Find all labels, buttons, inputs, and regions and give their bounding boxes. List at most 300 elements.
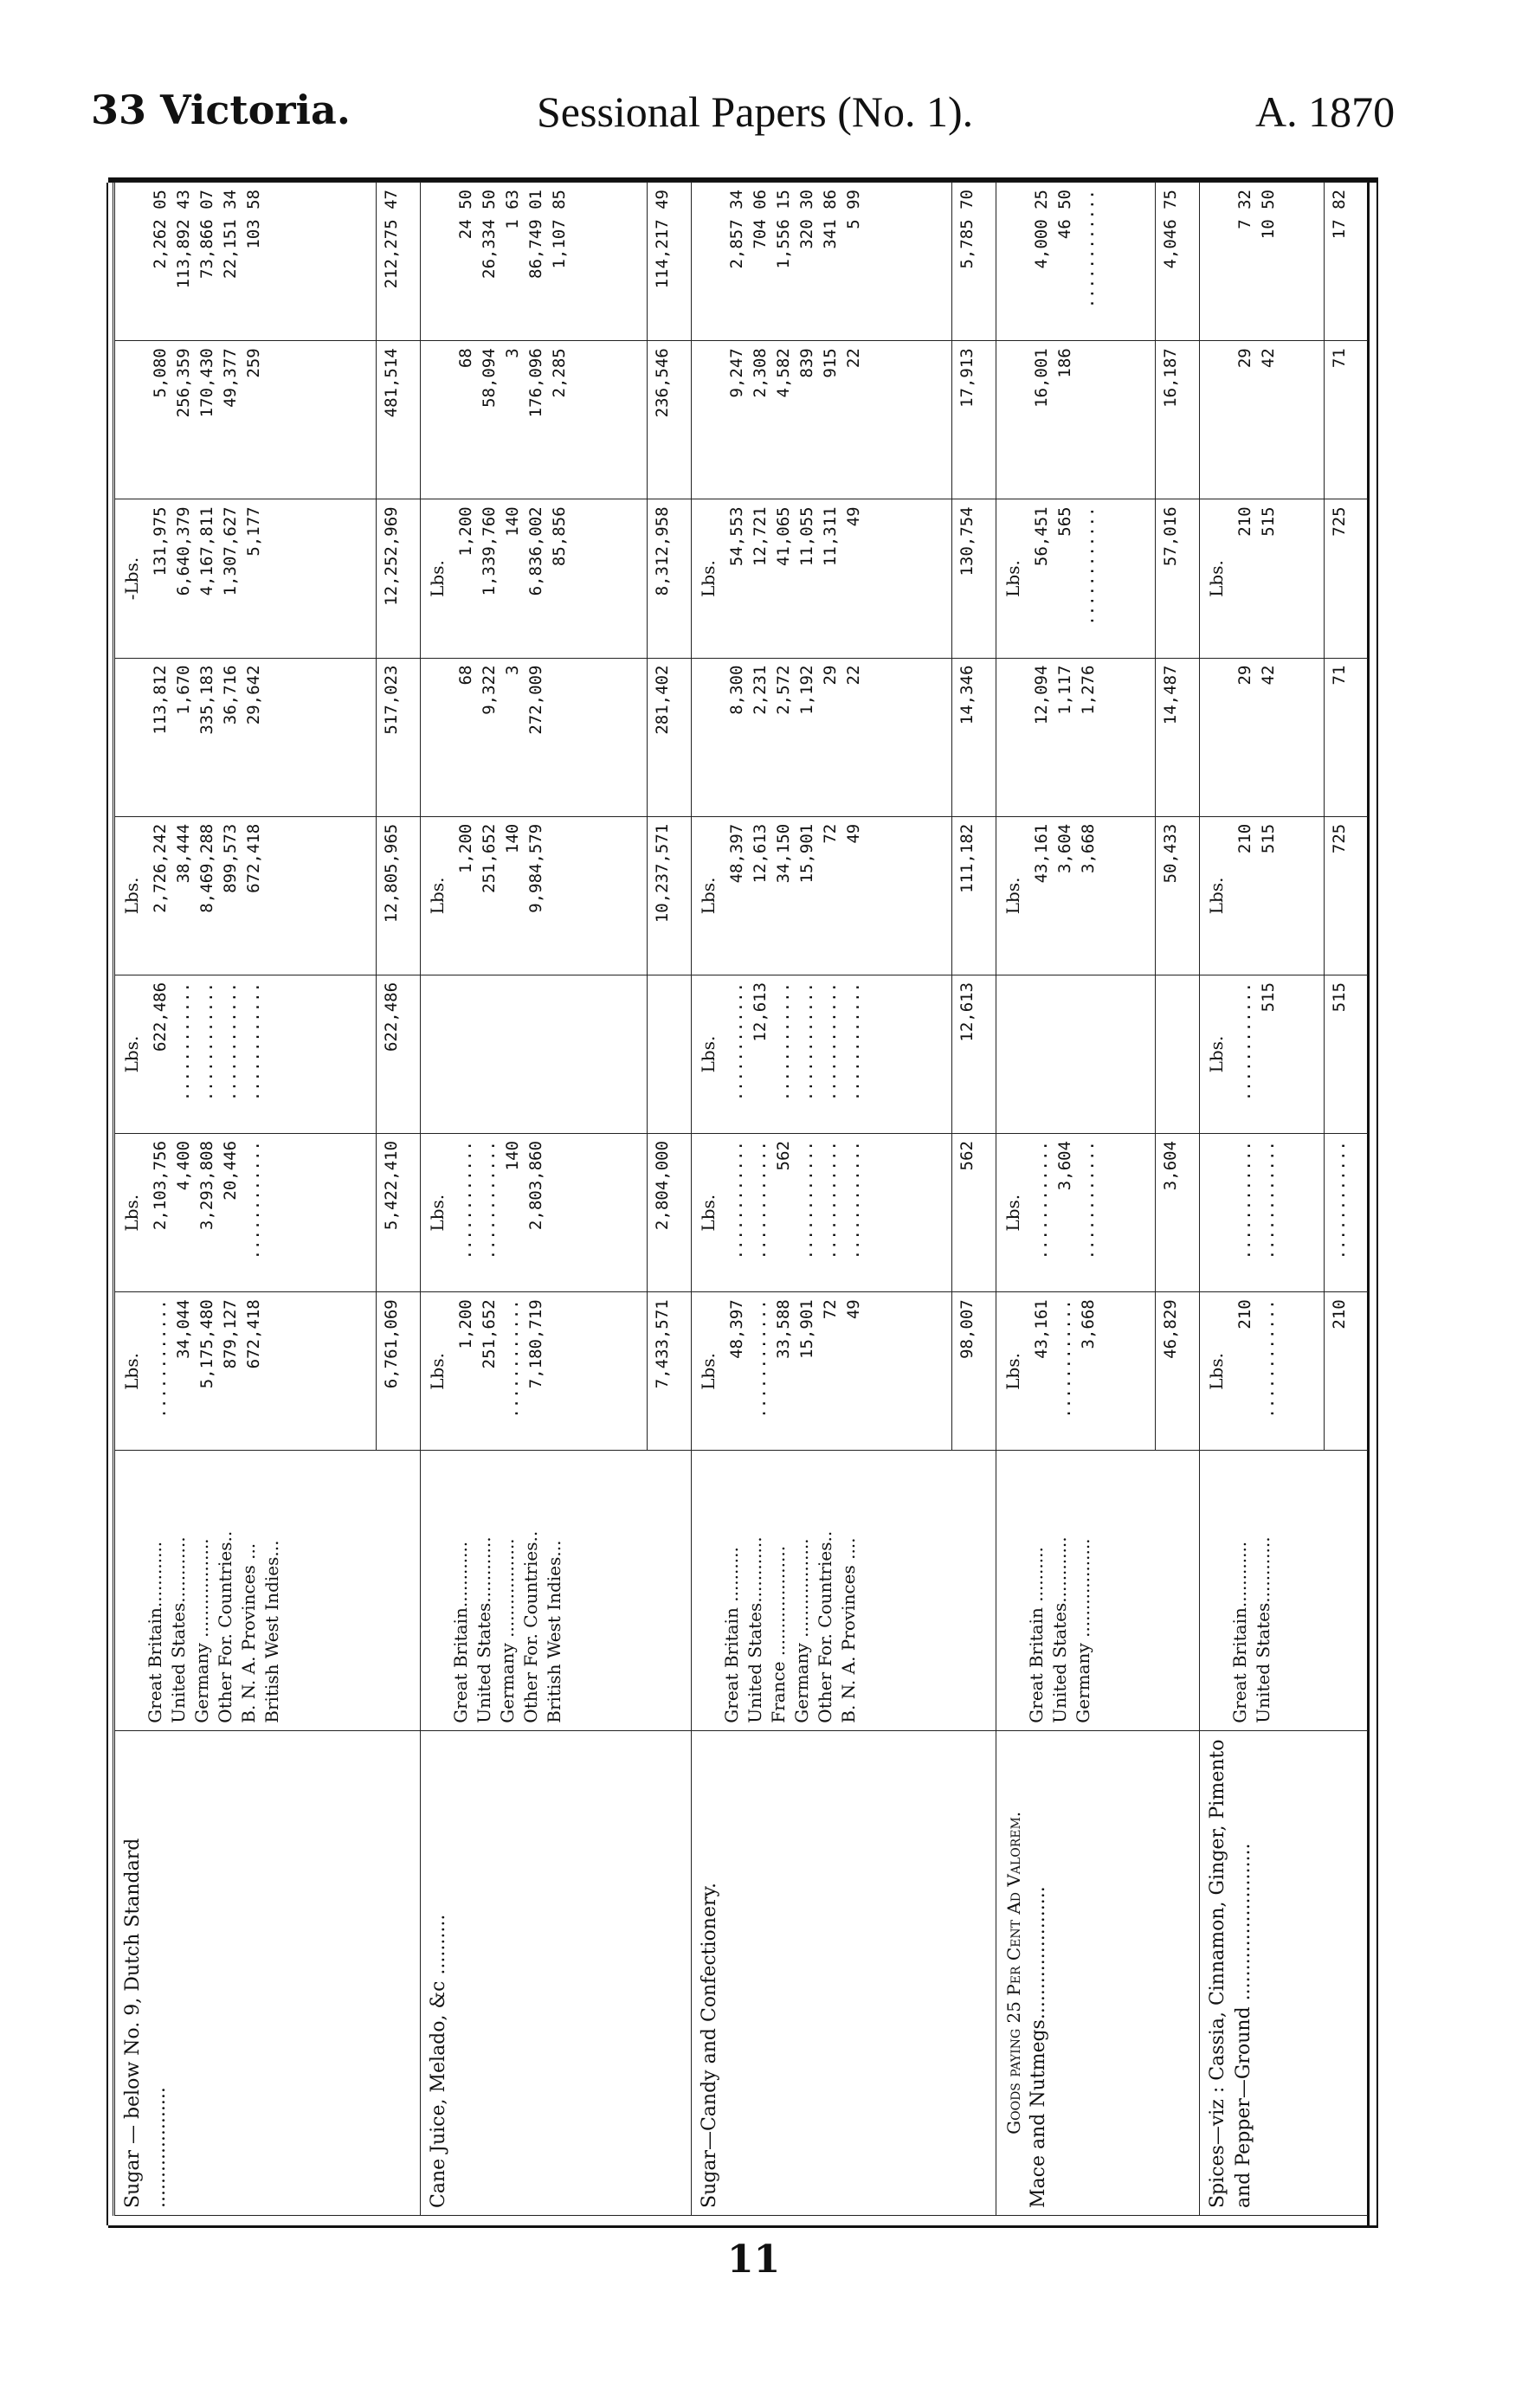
table-value: 11,055 — [796, 506, 816, 567]
total-value: 515 — [1325, 975, 1368, 1133]
table-value: 341 86 — [820, 190, 840, 249]
table-value: 2,572 — [773, 665, 793, 715]
unit-label — [697, 348, 720, 492]
table-value: 899,573 — [221, 823, 240, 893]
unit-label: Lbs. — [1002, 560, 1023, 597]
country-name: France .................... — [767, 1545, 789, 1723]
value-cell — [691, 183, 951, 341]
country-cell — [691, 1451, 951, 1730]
running-head-left: 33 Victoria. — [91, 87, 351, 133]
table-value: ............ — [479, 1141, 499, 1260]
table-value: ............ — [726, 1141, 746, 1260]
total-value: 236,546 — [647, 341, 691, 499]
empty-cell — [1325, 1451, 1368, 1730]
unit-label: Lbs. — [1002, 1194, 1023, 1232]
value-cell — [996, 183, 1155, 341]
table-value: 1,117 — [1054, 665, 1074, 715]
table-value: 515 — [1258, 506, 1278, 537]
country-name: Other For. Countries.. — [814, 1530, 835, 1723]
table-value: 3,604 — [1054, 1141, 1074, 1191]
unit-label: Lbs. — [426, 877, 448, 915]
table-value: 43,161 — [1031, 823, 1051, 884]
country-name: Germany .................. — [191, 1538, 212, 1723]
total-value: ............ — [1325, 1134, 1368, 1292]
table-value — [266, 506, 289, 650]
article-cell — [1199, 1730, 1325, 2215]
table-value: 176,096 — [525, 348, 545, 418]
article-cell — [114, 1730, 377, 2215]
total-value: 5,422,410 — [376, 1134, 420, 1292]
unit-label: Lbs. — [426, 1194, 448, 1232]
table-value: 515 — [1258, 823, 1278, 854]
table-value: 1,307,627 — [221, 506, 240, 596]
unit-label: Lbs. — [1002, 1353, 1023, 1390]
table-value: 5,175,480 — [197, 1299, 216, 1389]
table-value: 49 — [843, 823, 863, 844]
country-name: Germany .................. — [1072, 1538, 1093, 1723]
table-value: 36,716 — [221, 665, 240, 725]
section-row — [996, 183, 1155, 2216]
table-value: 2,726,242 — [151, 823, 170, 913]
country-name: United States............ — [168, 1536, 189, 1723]
table-value — [266, 982, 289, 1126]
unit-label — [1205, 190, 1228, 333]
unit-label: Lbs. — [697, 1035, 719, 1073]
value-cell — [420, 341, 647, 499]
unit-label: Lbs. — [1002, 877, 1023, 915]
table-value: 3 — [502, 348, 522, 358]
table-value: 1,200 — [455, 823, 475, 873]
value-cell — [114, 499, 377, 658]
unit-label — [1002, 348, 1025, 492]
table-body — [114, 183, 1369, 2216]
table-value: 622,486 — [151, 982, 170, 1053]
table-value: 72 — [820, 823, 840, 844]
table-value: 2,262 05 — [151, 190, 170, 269]
value-cell — [420, 816, 647, 975]
table-value: 6,640,379 — [174, 506, 193, 596]
country-name: Great Britain .......... — [720, 1547, 742, 1723]
table-value: 251,652 — [479, 1299, 499, 1369]
table-value: ............ — [151, 1299, 170, 1419]
country-name: Other For. Countries.. — [215, 1530, 235, 1723]
empty-cell — [647, 1451, 691, 1730]
table-value: 259 — [244, 348, 263, 378]
table-value: 49 — [843, 1299, 863, 1320]
unit-label: Lbs. — [121, 1035, 142, 1073]
table-value: 26,334 50 — [479, 190, 499, 279]
unit-label — [120, 190, 144, 333]
table-value — [266, 1141, 289, 1284]
table-value: 24 50 — [455, 190, 475, 240]
table-value: 72 — [820, 1299, 840, 1320]
table-value: ............ — [221, 982, 240, 1102]
table-value: 20,446 — [221, 1141, 240, 1201]
empty-cell — [1155, 1730, 1199, 2215]
unit-label: Lbs. — [697, 560, 719, 597]
total-value: 14,487 — [1155, 658, 1199, 816]
table-value: 1,107 85 — [549, 190, 569, 269]
value-cell — [1199, 1134, 1325, 1292]
table-value: 29 — [1235, 348, 1254, 369]
table-value: 256,359 — [174, 348, 193, 418]
table-value — [266, 348, 289, 492]
country-name: Great Britain .......... — [1025, 1547, 1047, 1723]
table-value: 85,856 — [549, 506, 569, 567]
page-number: 11 — [727, 2237, 781, 2282]
total-value: 111,182 — [952, 816, 996, 975]
running-head-right: A. 1870 — [1255, 87, 1396, 136]
unit-label — [1205, 1141, 1228, 1284]
table-value: 2,231 — [750, 665, 770, 715]
total-value: 517,023 — [376, 658, 420, 816]
value-cell — [420, 1292, 647, 1451]
table-value: 140 — [502, 823, 522, 854]
total-value: 2,804,000 — [647, 1134, 691, 1292]
section-row — [691, 183, 951, 2216]
value-cell — [691, 1292, 951, 1451]
total-row — [1325, 183, 1368, 2216]
section-heading: Goods paying 25 Per Cent Ad Valorem. — [1002, 1811, 1024, 2134]
import-statistics-table — [113, 182, 1368, 2216]
total-value: 8,312,958 — [647, 499, 691, 658]
table-value: 29,642 — [244, 665, 263, 725]
table-value: 9,322 — [479, 665, 499, 715]
country-name: Other For. Countries.. — [519, 1530, 541, 1723]
table-value: 3,668 — [1078, 823, 1098, 873]
table-value: ............ — [796, 982, 816, 1102]
table-value: 68 — [455, 348, 475, 369]
table-value: 56,451 — [1031, 506, 1051, 567]
article-name: Sugar — below No. 9, Dutch Standard .................... — [122, 1838, 170, 2208]
table-value: 43,161 — [1031, 1299, 1051, 1359]
table-value: 10 50 — [1258, 190, 1278, 240]
total-value: 725 — [1325, 499, 1368, 658]
table-value: 565 — [1054, 506, 1074, 537]
table-value: ............ — [773, 982, 793, 1102]
unit-label — [1002, 982, 1025, 1126]
unit-label: Lbs. — [697, 1194, 719, 1232]
table-value: 2,103,756 — [151, 1141, 170, 1231]
table-value: 5,177 — [244, 506, 263, 557]
country-name: Germany .................. — [496, 1538, 518, 1723]
table-value: 2,857 34 — [726, 190, 746, 269]
table-value: 2,285 — [549, 348, 569, 398]
table-value: ............ — [1078, 506, 1098, 626]
country-name: Great Britain............ — [145, 1541, 165, 1723]
unit-label: Lbs. — [1205, 877, 1227, 915]
table-value: 1,276 — [1078, 665, 1098, 715]
value-cell — [996, 1134, 1155, 1292]
table-value: 1,556 15 — [773, 190, 793, 269]
value-cell — [420, 183, 647, 341]
table-value: 41,065 — [773, 506, 793, 567]
table-value: 58,094 — [479, 348, 499, 408]
table-value: 12,613 — [750, 823, 770, 884]
total-row — [376, 183, 420, 2216]
table-value: 1,192 — [796, 665, 816, 715]
empty-cell — [376, 1730, 420, 2215]
value-cell — [996, 1292, 1155, 1451]
table-value: 3,293,808 — [197, 1141, 216, 1231]
table-value: 16,001 — [1031, 348, 1051, 408]
empty-cell — [1155, 1451, 1199, 1730]
table-value: ............ — [1235, 1141, 1254, 1260]
table-value: 131,975 — [151, 506, 170, 576]
table-value: 1 63 — [502, 190, 522, 229]
table-value: 4,582 — [773, 348, 793, 398]
table-value — [478, 982, 501, 1126]
total-value: 281,402 — [647, 658, 691, 816]
unit-label — [426, 348, 449, 492]
table-value: ............ — [820, 982, 840, 1102]
country-cell — [996, 1451, 1155, 1730]
table-value — [1030, 982, 1054, 1126]
unit-label: Lbs. — [426, 1353, 448, 1390]
value-cell — [420, 499, 647, 658]
unit-label — [426, 190, 449, 333]
unit-label — [120, 348, 144, 492]
table-value: 7 32 — [1235, 190, 1254, 229]
country-name: United States............ — [1252, 1536, 1273, 1723]
table-value: 672,418 — [244, 1299, 263, 1369]
table-value — [548, 982, 571, 1126]
value-cell — [691, 1134, 951, 1292]
section-row — [420, 183, 647, 2216]
value-cell — [1199, 658, 1325, 816]
table-value: 3,668 — [1078, 1299, 1098, 1349]
unit-label — [120, 666, 144, 809]
total-value: 212,275 47 — [376, 183, 420, 341]
running-head-title: Sessional Papers (No. 1). — [537, 87, 974, 136]
total-value: 210 — [1325, 1292, 1368, 1451]
unit-label: Lbs. — [121, 1353, 142, 1390]
value-cell — [691, 499, 951, 658]
country-name: Germany .................. — [790, 1538, 812, 1723]
table-value: 12,721 — [750, 506, 770, 567]
table-value: 704 06 — [750, 190, 770, 249]
total-value: 725 — [1325, 816, 1368, 975]
table-value: 42 — [1258, 665, 1278, 686]
unit-label: Lbs. — [121, 877, 142, 915]
table-value: ............ — [174, 982, 193, 1102]
table-value: ............ — [455, 1141, 475, 1260]
table-value: 9,984,579 — [525, 823, 545, 913]
article-name: Spices—viz : Cassia, Cinnamon, Ginger, Pimento and Pepper—Ground .......................... — [1206, 1739, 1254, 2208]
table-value — [548, 824, 571, 968]
total-value: 46,829 — [1155, 1292, 1199, 1451]
unit-label — [697, 666, 720, 809]
table-value: 49 — [843, 506, 863, 527]
table-value: ............ — [244, 1141, 263, 1260]
table-value: ............ — [726, 982, 746, 1102]
total-value: 114,217 49 — [647, 183, 691, 341]
table-value: ............ — [502, 1299, 522, 1419]
table-value: 22 — [843, 665, 863, 686]
value-cell — [114, 1134, 377, 1292]
value-cell — [996, 658, 1155, 816]
country-name: B. N. A. Provinces ... — [238, 1542, 259, 1723]
table-value: 29 — [820, 665, 840, 686]
table-value: 879,127 — [221, 1299, 240, 1369]
unit-label: Lbs. — [121, 1194, 142, 1232]
table-value: 672,418 — [244, 823, 263, 893]
value-cell — [996, 341, 1155, 499]
country-name: British West Indies... — [543, 1540, 564, 1723]
table-value: 113,892 43 — [174, 190, 193, 289]
value-cell — [114, 341, 377, 499]
article-name: Sugar—Candy and Confectionery. — [698, 1883, 720, 2208]
table-value: 103 58 — [244, 190, 263, 249]
total-value: 5,785 70 — [952, 183, 996, 341]
table-value: ............ — [1054, 1299, 1074, 1419]
table-value: 3,604 — [1054, 823, 1074, 873]
value-cell — [1199, 499, 1325, 658]
value-cell — [996, 499, 1155, 658]
value-cell — [1199, 183, 1325, 341]
value-cell — [691, 341, 951, 499]
total-value: 71 — [1325, 658, 1368, 816]
table-value: 186 — [1054, 348, 1074, 378]
total-value: 98,007 — [952, 1292, 996, 1451]
table-value: 48,397 — [726, 823, 746, 884]
article-name: Cane Juice, Melado, &c .......... — [427, 1914, 449, 2208]
table-value: 29 — [1235, 665, 1254, 686]
total-row — [952, 183, 996, 2216]
section-row — [114, 183, 377, 2216]
value-cell — [1199, 975, 1325, 1133]
table-value: 515 — [1258, 982, 1278, 1013]
value-cell — [114, 1292, 377, 1451]
table-value: 1,200 — [455, 1299, 475, 1349]
table-value: 34,044 — [174, 1299, 193, 1359]
table-value: 68 — [455, 665, 475, 686]
page-header — [0, 0, 1515, 173]
unit-label: Lbs. — [426, 560, 448, 597]
table-value: 11,311 — [820, 506, 840, 567]
empty-cell — [952, 1451, 996, 1730]
total-value: 16,187 — [1155, 341, 1199, 499]
table-value: 22 — [843, 348, 863, 369]
total-value — [647, 975, 691, 1133]
total-value: 6,761,069 — [376, 1292, 420, 1451]
table-value — [1077, 348, 1100, 492]
total-value: 130,754 — [952, 499, 996, 658]
table-value: ............ — [1258, 1299, 1278, 1419]
table-value: 6,836,002 — [525, 506, 545, 596]
value-cell — [691, 975, 951, 1133]
table-value: 42 — [1258, 348, 1278, 369]
value-cell — [691, 658, 951, 816]
table-value: 210 — [1235, 823, 1254, 854]
article-cell — [420, 1730, 647, 2215]
total-value: 71 — [1325, 341, 1368, 499]
table-value: 1,670 — [174, 665, 193, 715]
table-value: 4,400 — [174, 1141, 193, 1191]
table-value: 839 — [796, 348, 816, 378]
value-cell — [114, 183, 377, 341]
table-value — [1077, 982, 1100, 1126]
table-value: ............ — [750, 1141, 770, 1260]
total-value: 562 — [952, 1134, 996, 1292]
table-value: 54,553 — [726, 506, 746, 567]
total-value: 3,604 — [1155, 1134, 1199, 1292]
unit-label: Lbs. — [1205, 560, 1227, 597]
table-value: 210 — [1235, 506, 1254, 537]
empty-cell — [376, 1451, 420, 1730]
country-cell — [114, 1451, 377, 1730]
article-cell — [996, 1730, 1155, 2215]
table-value: 272,009 — [525, 665, 545, 735]
table-value — [548, 1299, 571, 1443]
value-cell — [114, 816, 377, 975]
table-value: 38,444 — [174, 823, 193, 884]
table-value: ............ — [1031, 1141, 1051, 1260]
country-cell — [420, 1451, 647, 1730]
unit-label: Lbs. — [697, 877, 719, 915]
unit-label: Lbs. — [1205, 1353, 1227, 1390]
table-value: 48,397 — [726, 1299, 746, 1359]
table-value — [525, 982, 548, 1126]
table-value: 140 — [502, 506, 522, 537]
total-value: 12,805,965 — [376, 816, 420, 975]
table-value — [501, 982, 525, 1126]
value-cell — [996, 816, 1155, 975]
table-value — [1054, 982, 1077, 1126]
table-value: 915 — [820, 348, 840, 378]
table-value: 320 30 — [796, 190, 816, 249]
table-value: 46 50 — [1054, 190, 1074, 240]
total-value: 50,433 — [1155, 816, 1199, 975]
total-row — [1155, 183, 1199, 2216]
table-value: ............ — [197, 982, 216, 1102]
table-value: ............ — [750, 1299, 770, 1419]
value-cell — [420, 1134, 647, 1292]
table-value: 34,150 — [773, 823, 793, 884]
table-value: 210 — [1235, 1299, 1254, 1330]
table-value: 4,167,811 — [197, 506, 216, 596]
table-value: 15,901 — [796, 823, 816, 884]
unit-label: Lbs. — [1205, 1035, 1227, 1073]
table-value — [548, 1141, 571, 1284]
total-value: 10,237,571 — [647, 816, 691, 975]
table-value: 7,180,719 — [525, 1299, 545, 1389]
table-value: 4,000 25 — [1031, 190, 1051, 269]
empty-cell — [952, 1730, 996, 2215]
total-value: 4,046 75 — [1155, 183, 1199, 341]
unit-label — [697, 190, 720, 333]
value-cell — [1199, 816, 1325, 975]
value-cell — [1199, 1292, 1325, 1451]
unit-label — [426, 666, 449, 809]
total-value: 12,613 — [952, 975, 996, 1133]
unit-label — [1205, 666, 1228, 809]
total-row — [647, 183, 691, 2216]
table-value: ............ — [843, 1141, 863, 1260]
table-value: ............ — [820, 1141, 840, 1260]
table-value — [548, 666, 571, 809]
unit-label — [426, 982, 449, 1126]
table-value: 86,749 01 — [525, 190, 545, 279]
country-name: British West Indies... — [261, 1540, 282, 1723]
country-name: United States............ — [473, 1536, 494, 1723]
total-value: 17 82 — [1325, 183, 1368, 341]
country-name: United States............ — [1048, 1536, 1070, 1723]
table-value: ............ — [796, 1141, 816, 1260]
table-value: 73,866 07 — [197, 190, 216, 279]
table-value: 33,588 — [773, 1299, 793, 1359]
table-value: 9,247 — [726, 348, 746, 398]
